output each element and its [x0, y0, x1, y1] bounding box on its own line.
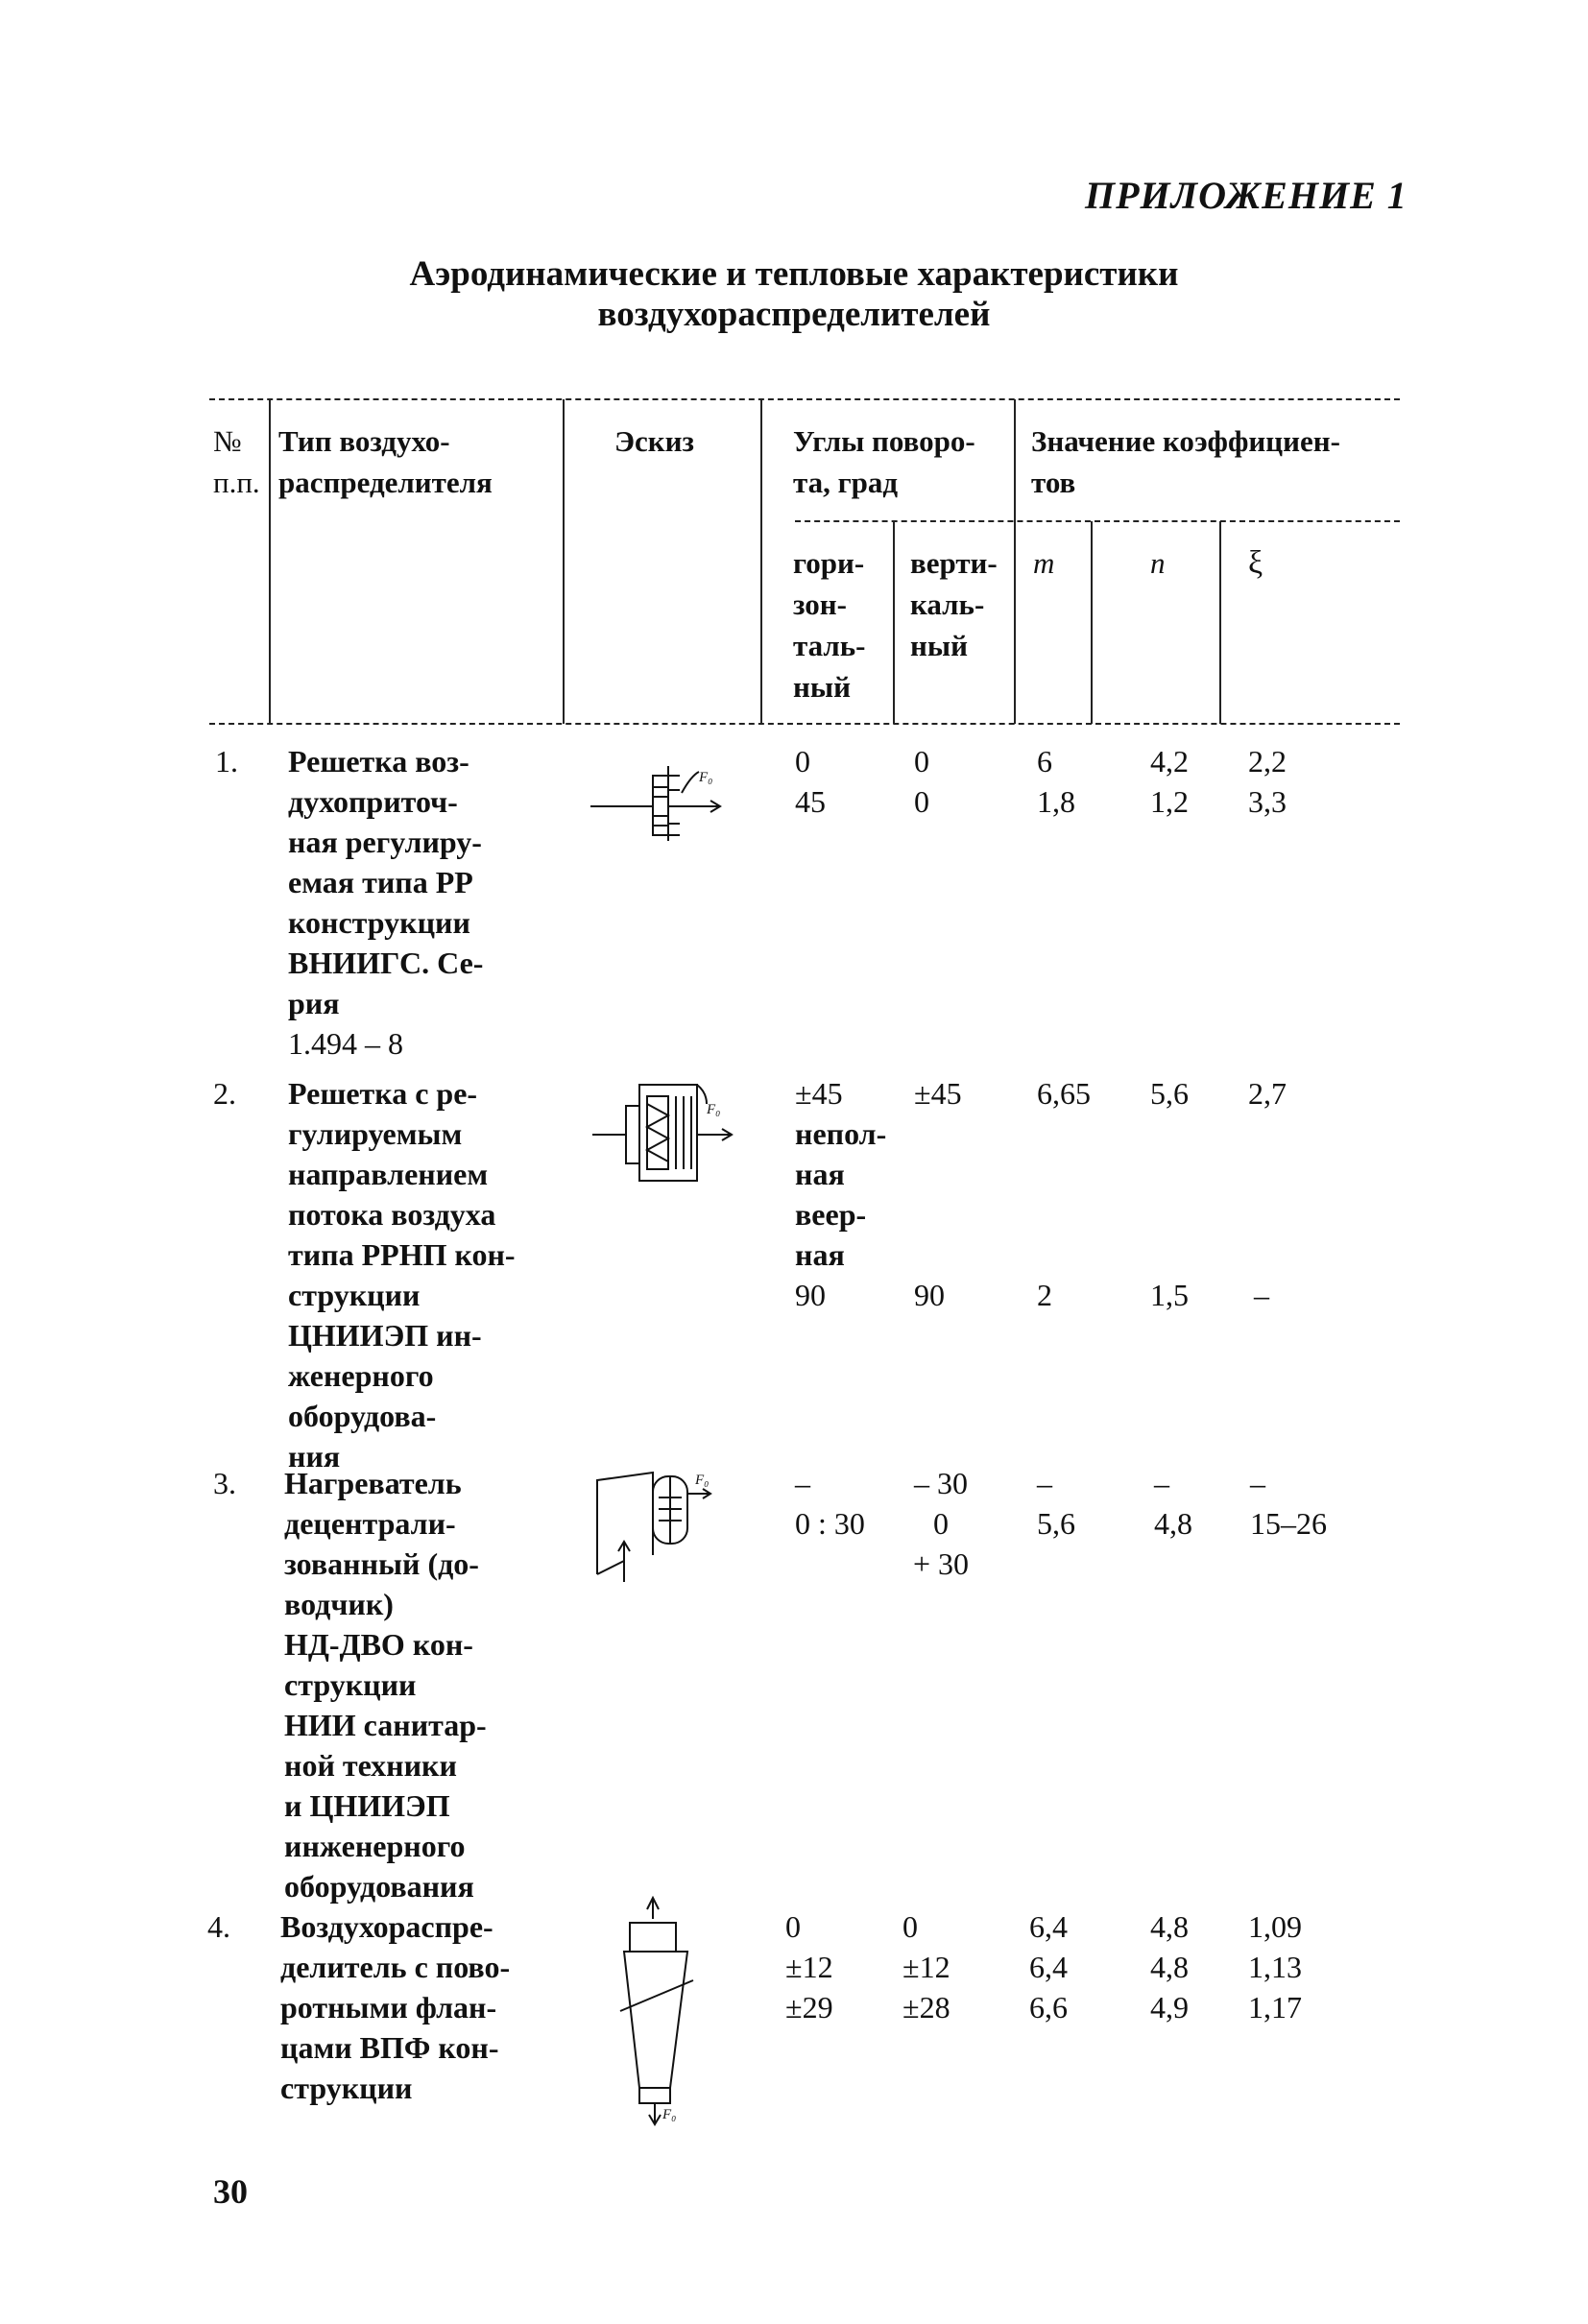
sketch-leader [697, 1085, 707, 1104]
row-4-num: 4. [207, 1909, 230, 1944]
sketch-f0-label: F₀ [707, 1102, 721, 1117]
name-line: гулируемым [288, 1116, 463, 1151]
value: 4,2 [1150, 744, 1189, 779]
value: непол- [795, 1116, 887, 1151]
value: – 30 [914, 1466, 968, 1500]
header-coeffs-line: Значение коэффициен- [1031, 424, 1340, 458]
header-type [278, 420, 493, 503]
value: ±12 [902, 1950, 950, 1984]
header-vertical-line: каль- [910, 587, 985, 621]
value: – [795, 1466, 810, 1500]
row-3-vertical [910, 1463, 972, 1584]
name-line: цами ВПФ кон- [280, 2030, 499, 2065]
name-line: емая типа РР [288, 865, 473, 899]
row-3-name [284, 1463, 487, 1906]
sketch-conical-body [624, 1952, 687, 2088]
sketch-f0-label: F₀ [695, 1473, 710, 1488]
value: 1,17 [1248, 1990, 1302, 2025]
value: 6,4 [1029, 1950, 1068, 1984]
row-4-name [280, 1906, 510, 2108]
row-2-name [288, 1073, 516, 1476]
row-1-name [288, 741, 483, 1064]
header-vertical-line: ный [910, 629, 968, 662]
value: ±29 [785, 1990, 833, 2025]
row-2-horizontal [795, 1073, 886, 1315]
name-line: оборудования [284, 1869, 474, 1904]
subheader-rule [795, 520, 1400, 522]
value: ная [795, 1157, 845, 1191]
value: 5,6 [1037, 1506, 1075, 1541]
header-n: n [1150, 546, 1166, 580]
col-divider-2 [563, 399, 565, 724]
table-top-rule [209, 398, 1400, 400]
name-line: Решетка с ре- [288, 1076, 478, 1111]
value: 1,13 [1248, 1950, 1302, 1984]
row-4-n [1150, 1906, 1189, 2027]
value: ная [795, 1237, 845, 1272]
row-2-vertical-a: ±45 [914, 1076, 962, 1111]
row-1-num: 1. [215, 744, 238, 779]
row-3-sketch [576, 1459, 739, 1584]
page-title-line-1: Аэродинамические и тепловые характеристики [409, 254, 1179, 294]
name-line: типа РРНП кон- [288, 1237, 516, 1272]
page-title-line-2: воздухораспределителей [597, 295, 991, 334]
row-2-vertical-b: 90 [914, 1278, 945, 1312]
name-line: струкции [288, 1278, 421, 1312]
row-3-n [1154, 1463, 1192, 1544]
row-4-vertical [902, 1906, 950, 2027]
name-line: струкции [280, 2071, 413, 2105]
col-divider-4 [893, 521, 895, 724]
row-1-xi [1248, 741, 1287, 822]
name-line: струкции [284, 1667, 417, 1702]
header-type-line: распределителя [278, 466, 493, 499]
name-line: и ЦНИИЭП [284, 1788, 450, 1823]
col-divider-3 [760, 399, 762, 724]
row-4-horizontal [785, 1906, 833, 2027]
name-line: конструкции [288, 905, 470, 940]
value: веер- [795, 1197, 867, 1232]
header-coefficients [1031, 420, 1340, 503]
row-4-sketch [586, 1896, 730, 2126]
header-vertical [910, 542, 998, 666]
value: 45 [795, 784, 826, 819]
value: 1,8 [1037, 784, 1075, 819]
value: 0 [914, 744, 929, 779]
header-vertical-line: верти- [910, 546, 998, 580]
row-1-horizontal [795, 741, 826, 822]
value: 0 : 30 [795, 1506, 865, 1541]
value: – [1154, 1466, 1169, 1500]
header-angles-line: Углы поворо- [793, 424, 975, 458]
name-line: 1.494 – 8 [288, 1026, 403, 1061]
row-2-sketch [588, 1075, 741, 1190]
value: 4,8 [1150, 1950, 1189, 1984]
value: + 30 [912, 1546, 970, 1581]
value: 1,2 [1150, 784, 1189, 819]
name-line: децентрали- [284, 1506, 456, 1541]
header-num [213, 420, 260, 503]
header-horizontal-line: ный [793, 670, 851, 704]
name-line: Нагреватель [284, 1466, 462, 1500]
sketch-f0-label: F₀ [699, 770, 713, 785]
header-horizontal-line: таль- [793, 629, 866, 662]
row-2-m-b: 2 [1037, 1278, 1052, 1312]
header-horizontal [793, 542, 866, 707]
header-xi: ξ [1248, 545, 1263, 581]
value: 6 [1037, 744, 1052, 779]
value: – [1037, 1466, 1052, 1500]
name-line: направлением [288, 1157, 489, 1191]
name-line: водчик) [284, 1587, 394, 1621]
value: 0 [914, 784, 929, 819]
value: 3,3 [1248, 784, 1287, 819]
value: ±45 [795, 1076, 843, 1111]
sketch-housing-base [597, 1561, 624, 1574]
value: 4,8 [1150, 1909, 1189, 1944]
value: 0 [795, 744, 810, 779]
row-2-num: 2. [213, 1076, 236, 1111]
col-divider-6 [1091, 521, 1093, 724]
value: 2,2 [1248, 744, 1287, 779]
name-line: ВНИИГС. Се- [288, 946, 484, 980]
header-m: m [1033, 546, 1055, 580]
header-horizontal-line: зон- [793, 587, 847, 621]
value: 0 [785, 1909, 801, 1944]
row-4-m [1029, 1906, 1068, 2027]
header-coeffs-line: тов [1031, 466, 1076, 499]
name-line: духоприточ- [288, 784, 458, 819]
sketch-zigzag-blades [647, 1104, 668, 1162]
value: 15–26 [1250, 1506, 1327, 1541]
header-angles-line: та, град [793, 466, 899, 499]
sketch-flange [626, 1106, 639, 1163]
row-3-horizontal [795, 1463, 865, 1544]
row-4-xi [1248, 1906, 1302, 2027]
value: 4,9 [1150, 1990, 1189, 2025]
col-divider-1 [269, 399, 271, 724]
row-2-xi-a: 2,7 [1248, 1076, 1287, 1111]
value: 6,6 [1029, 1990, 1068, 2025]
value: 0 [933, 1506, 949, 1541]
header-num-line: п.п. [213, 466, 260, 499]
row-3-xi [1250, 1463, 1327, 1544]
row-3-num: 3. [213, 1466, 236, 1500]
row-1-n [1150, 741, 1189, 822]
name-line: ротными флан- [280, 1990, 497, 2025]
row-2-n-b: 1,5 [1150, 1278, 1189, 1312]
value: 1,09 [1248, 1909, 1302, 1944]
name-line: НИИ санитар- [284, 1708, 487, 1742]
value: – [1250, 1466, 1265, 1500]
name-line: потока воздуха [288, 1197, 496, 1232]
page-number: 30 [213, 2172, 248, 2211]
sketch-outlet [639, 2088, 670, 2103]
row-2-m-a: 6,65 [1037, 1076, 1091, 1111]
name-line: делитель с пово- [280, 1950, 511, 1984]
row-2-n-a: 5,6 [1150, 1076, 1189, 1111]
row-3-m [1037, 1463, 1075, 1544]
value: 90 [795, 1278, 826, 1312]
sketch-leader [682, 772, 699, 793]
name-line: ния [288, 1439, 341, 1473]
col-divider-5 [1014, 399, 1016, 724]
value: ±28 [902, 1990, 950, 2025]
header-angles [793, 420, 975, 503]
sketch-top-flange [630, 1923, 676, 1952]
header-num-line: № [213, 424, 242, 458]
name-line: инженерного [284, 1829, 466, 1863]
header-bottom-rule [209, 723, 1400, 725]
appendix-label: ПРИЛОЖЕНИЕ 1 [1085, 174, 1408, 217]
value: 4,8 [1154, 1506, 1192, 1541]
name-line: женерного [288, 1358, 434, 1393]
name-line: ной техники [284, 1748, 457, 1783]
header-horizontal-line: гори- [793, 546, 865, 580]
name-line: ная регулиру- [288, 825, 482, 859]
name-line: Решетка воз- [288, 744, 469, 779]
name-line: НД-ДВО кон- [284, 1627, 473, 1662]
name-line: зованный (до- [284, 1546, 479, 1581]
row-1-sketch [586, 747, 730, 843]
value: 6,4 [1029, 1909, 1068, 1944]
row-1-m [1037, 741, 1075, 822]
value: ±12 [785, 1950, 833, 1984]
name-line: ЦНИИЭП ин- [288, 1318, 482, 1353]
name-line: оборудова- [288, 1399, 437, 1433]
sketch-f0-label: F₀ [662, 2107, 677, 2122]
header-sketch: Эскиз [614, 424, 694, 458]
col-divider-7 [1219, 521, 1221, 724]
value: 0 [902, 1909, 918, 1944]
header-type-line: Тип воздухо- [278, 424, 450, 458]
row-2-xi-b: – [1254, 1278, 1269, 1312]
name-line: Воздухораспре- [280, 1909, 493, 1944]
row-1-vertical [914, 741, 929, 822]
name-line: рия [288, 986, 340, 1020]
